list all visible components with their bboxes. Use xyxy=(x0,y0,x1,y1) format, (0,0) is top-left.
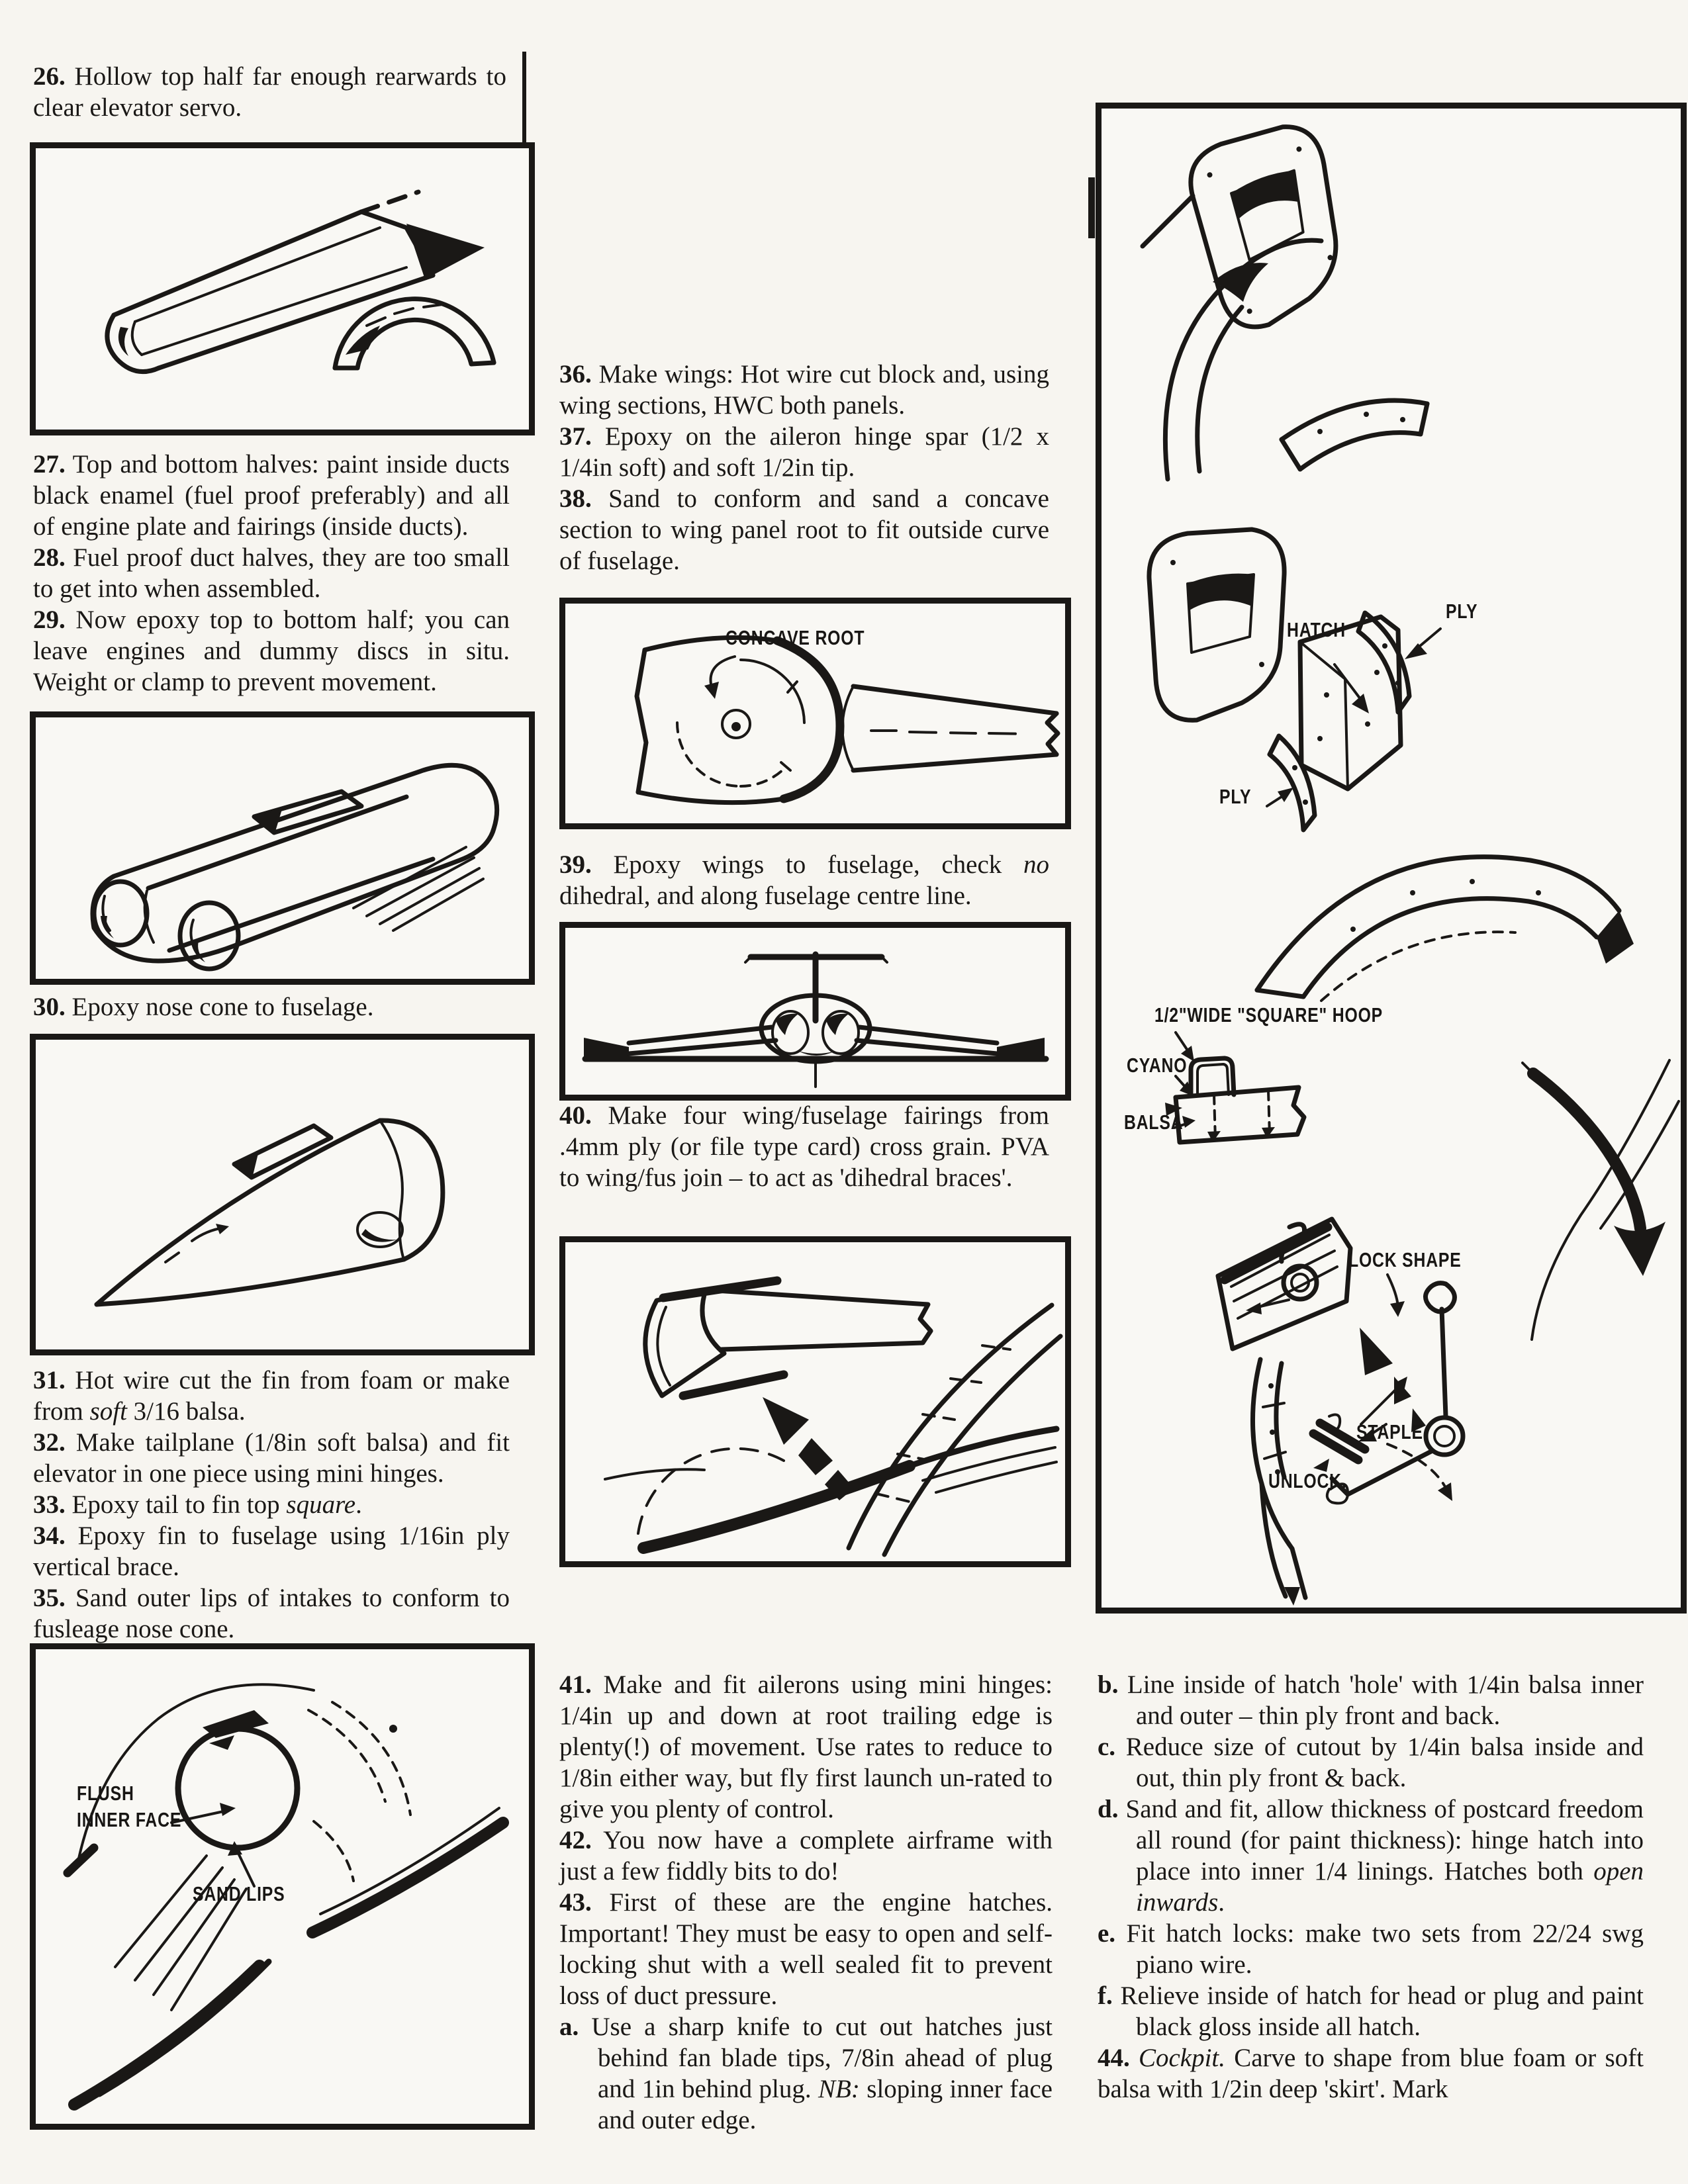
step-39-text xyxy=(559,849,1049,911)
figure-duct-assembled xyxy=(30,711,535,985)
label-ply-bottom: PLY xyxy=(1219,785,1252,808)
step-26-text xyxy=(33,61,506,123)
label-staple: STAPLE xyxy=(1356,1420,1423,1443)
scan-artifact-mark xyxy=(1088,177,1095,238)
steps-36-38-text xyxy=(559,359,1049,576)
paragraph: d. Sand and fit, allow thickness of postcard freedom all round (for paint thickness): hinge hatch into place into inner 1/4 linings. Hatches both open inwards. xyxy=(1098,1795,1644,1917)
steps-27-29-text xyxy=(33,449,510,698)
step-40-text xyxy=(559,1100,1049,1193)
paragraph: 40. Make four wing/fuselage fairings from .4mm ply (or file type card) cross grain. PVA to wing/fus join – to act as 'dihedral braces'. xyxy=(559,1101,1049,1192)
figure-wing-fairing xyxy=(559,1236,1071,1567)
paragraph: 34. Epoxy fin to fuselage using 1/16in ply vertical brace. xyxy=(33,1522,510,1581)
label-hatch: HATCH xyxy=(1287,618,1346,641)
wing-fairing-drawing xyxy=(565,1242,1065,1561)
steps-41-43a-text xyxy=(559,1669,1053,2136)
paragraph: 26. Hollow top half far enough rearwards to clear elevator servo. xyxy=(33,62,506,122)
label-ply-top: PLY xyxy=(1446,600,1478,623)
label-unlock: UNLOCK. xyxy=(1268,1469,1347,1492)
paragraph: 39. Epoxy wings to fuselage, check no dihedral, and along fuselage centre line. xyxy=(559,850,1049,910)
label-concave-root: CONCAVE ROOT xyxy=(726,626,865,649)
paragraph: e. Fit hatch locks: make two sets from 22/24 swg piano wire. xyxy=(1098,1919,1644,1979)
paragraph: 33. Epoxy tail to fin top square. xyxy=(33,1490,362,1519)
front-view-drawing xyxy=(565,928,1065,1095)
figure-concave-root xyxy=(559,598,1071,829)
paragraph: 41. Make and fit ailerons using mini hinges: 1/4in up and down at root trailing edge is plenty(!) of movement. Use rates to reduce to 1/8in either way, but fly first launch un-rated to give you plenty of control. xyxy=(559,1670,1053,1823)
steps-31-35-text xyxy=(33,1365,510,1645)
paragraph: 43. First of these are the engine hatches. Important! They must be easy to open and self-locking shut with a well sealed fit to prevent loss of duct pressure. xyxy=(559,1888,1053,2010)
paragraph: 29. Now epoxy top to bottom half; you can leave engines and dummy discs in situ. Weight or clamp to prevent movement. xyxy=(33,606,510,696)
figure-hatch-details xyxy=(1096,103,1687,1614)
hatch-details-drawing xyxy=(1102,109,1681,1608)
label-inner-face: INNER FACE xyxy=(77,1808,182,1831)
paragraph: 27. Top and bottom halves: paint inside ducts black enamel (fuel proof preferably) and all of engine plate and fairings (inside ducts). xyxy=(33,450,510,541)
paragraph: c. Reduce size of cutout by 1/4in balsa inside and out, thin ply front & back. xyxy=(1098,1733,1644,1792)
step-30-text xyxy=(33,991,506,1023)
paragraph: 35. Sand outer lips of intakes to conform to fusleage nose cone. xyxy=(33,1584,510,1643)
label-lock-shape: LOCK SHAPE xyxy=(1348,1248,1462,1271)
duct-halves-drawing xyxy=(36,148,529,430)
figure-front-view xyxy=(559,922,1071,1101)
paragraph: 44. Cockpit. Carve to shape from blue foam or soft balsa with 1/2in deep 'skirt'. Mark xyxy=(1098,2044,1644,2103)
paragraph: b. Line inside of hatch 'hole' with 1/4in balsa inner and outer – thin ply front and back. xyxy=(1098,1670,1644,1730)
paragraph: 30. Epoxy nose cone to fuselage. xyxy=(33,993,374,1021)
duct-assembled-drawing xyxy=(36,717,529,979)
paragraph: 28. Fuel proof duct halves, they are too small to get into when assembled. xyxy=(33,543,510,603)
steps-b-44-text xyxy=(1098,1669,1644,2105)
paragraph: 42. You now have a complete airframe with just a few fiddly bits to do! xyxy=(559,1826,1053,1886)
figure-duct-halves xyxy=(30,142,535,435)
figure-nose-cone xyxy=(30,1034,535,1355)
label-flush: FLUSH xyxy=(77,1782,134,1805)
paragraph: 31. Hot wire cut the fin from foam or make from soft 3/16 balsa. xyxy=(33,1366,510,1426)
paragraph: 32. Make tailplane (1/8in soft balsa) and fit elevator in one piece using mini hinges. xyxy=(33,1428,510,1488)
paragraph: 38. Sand to conform and sand a concave section to wing panel root to fit outside curve of fuselage. xyxy=(559,484,1049,575)
figure-intake-lips xyxy=(30,1643,535,2130)
label-cyano: CYANO xyxy=(1127,1054,1188,1077)
label-balsa: BALSA xyxy=(1124,1111,1184,1134)
paragraph: a. Use a sharp knife to cut out hatches just behind fan blade tips, 7/8in ahead of plug and 1in behind plug. NB: sloping inner face and outer edge. xyxy=(559,2013,1053,2134)
paragraph: 36. Make wings: Hot wire cut block and, using wing sections, HWC both panels. xyxy=(559,360,1049,420)
paragraph: 37. Epoxy on the aileron hinge spar (1/2 x 1/4in soft) and soft 1/2in tip. xyxy=(559,422,1049,482)
label-sand-lips: SAND LIPS xyxy=(193,1882,285,1905)
label-square-hoop: 1/2"WIDE "SQUARE" HOOP xyxy=(1154,1003,1383,1026)
nose-cone-drawing xyxy=(36,1040,529,1349)
paragraph: f. Relieve inside of hatch for head or plug and paint black gloss inside all hatch. xyxy=(1098,1981,1644,2041)
